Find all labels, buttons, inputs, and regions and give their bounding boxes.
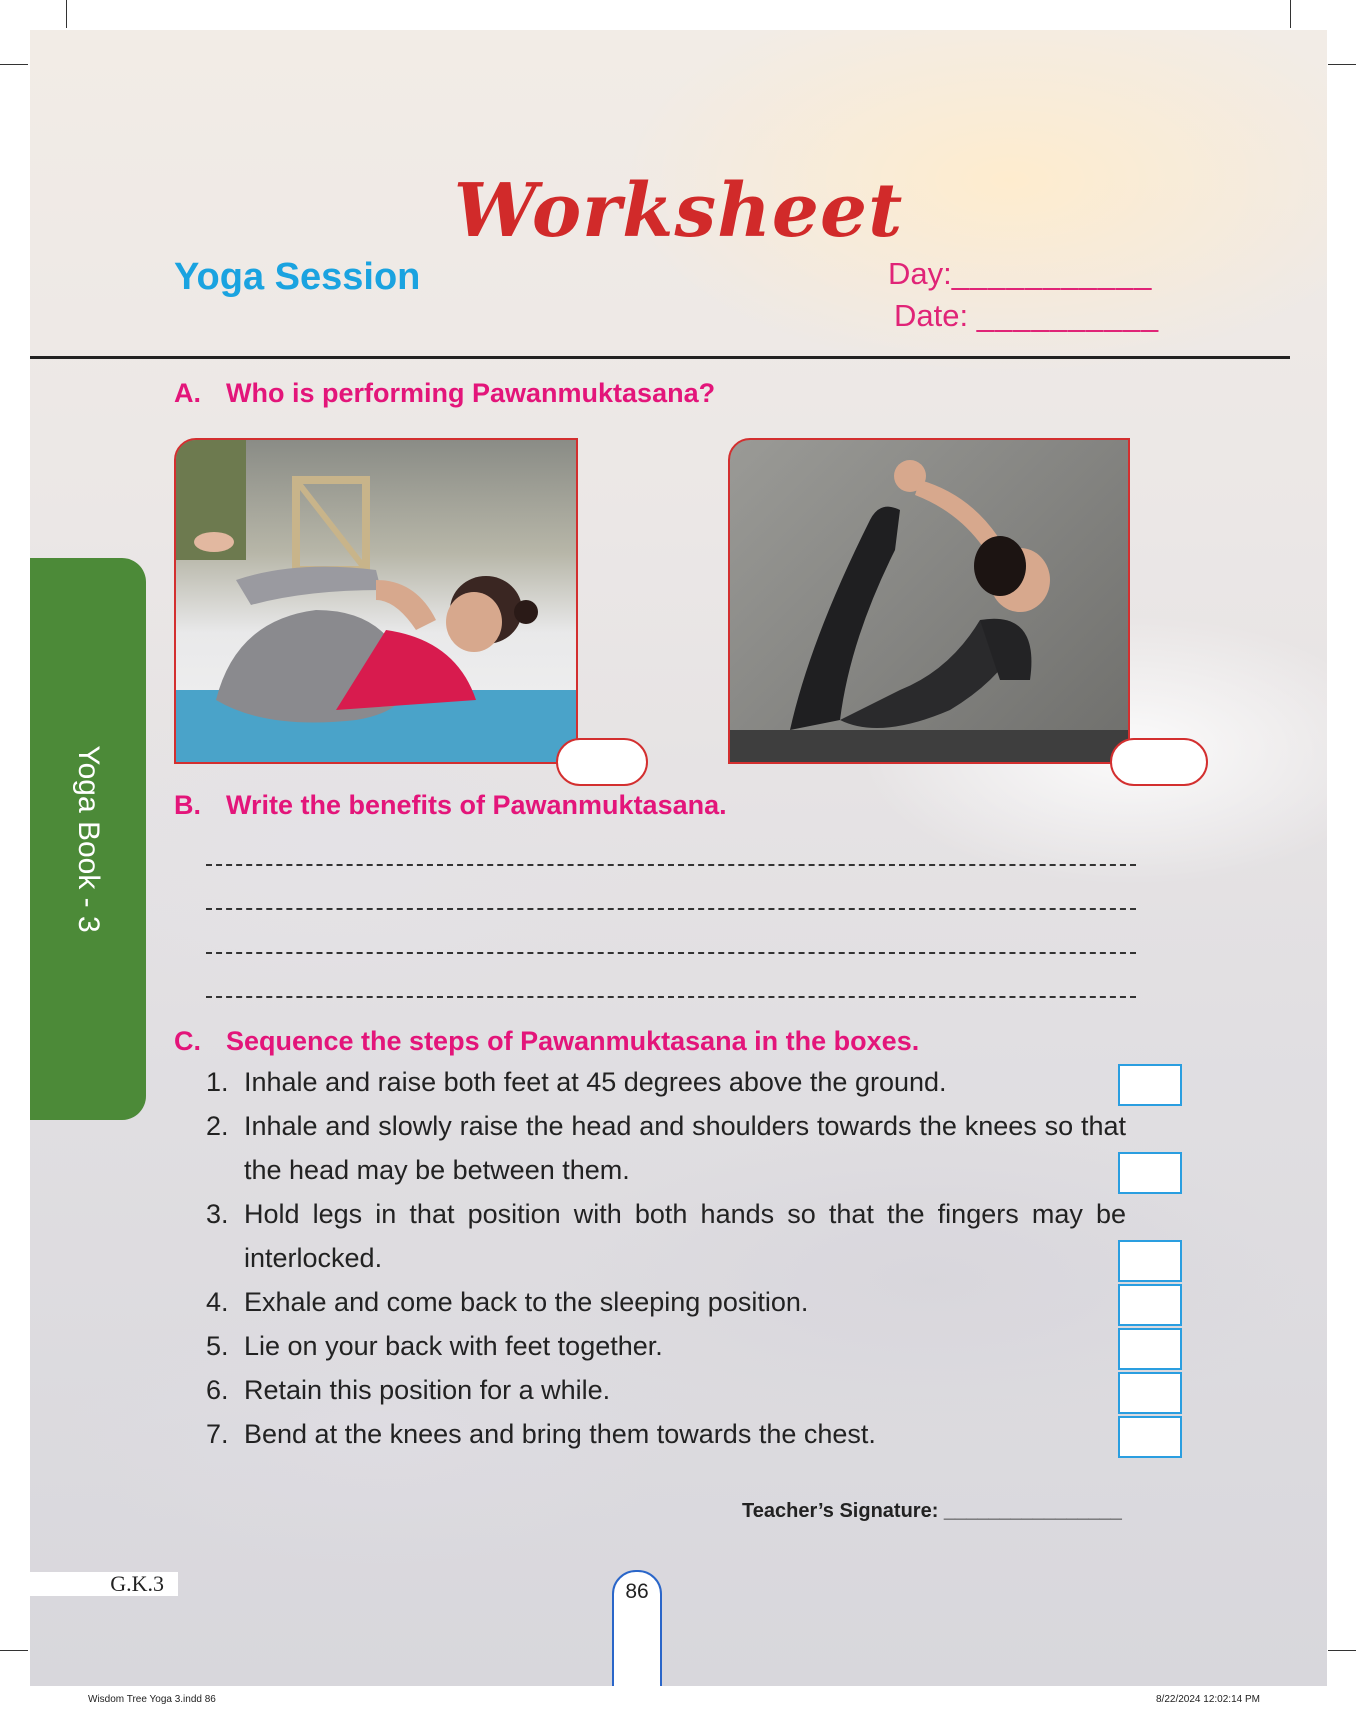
sequence-box-6[interactable] xyxy=(1118,1372,1182,1414)
day-field xyxy=(888,256,1152,292)
pawanmuktasana-photo xyxy=(174,438,578,764)
step-number: 1. xyxy=(206,1067,229,1097)
question-c-text: Sequence the steps of Pawanmuktasana in the boxes. xyxy=(226,1026,920,1056)
crop-mark xyxy=(1290,0,1291,28)
question-c-letter: C. xyxy=(174,1026,201,1056)
dhanurasana-illustration xyxy=(730,440,1128,762)
question-b-letter: B. xyxy=(174,790,201,820)
book-code: G.K.3 xyxy=(30,1572,178,1596)
session-subtitle: Yoga Session xyxy=(174,256,421,298)
step-item xyxy=(206,1060,1126,1104)
answer-box-photo-2[interactable] xyxy=(1110,738,1208,786)
crop-mark xyxy=(0,1650,28,1651)
step-number: 2. xyxy=(206,1111,229,1141)
answer-line[interactable] xyxy=(206,996,1136,998)
step-number: 4. xyxy=(206,1287,229,1317)
sequence-box-3[interactable] xyxy=(1118,1240,1182,1282)
step-item xyxy=(206,1192,1126,1280)
step-item xyxy=(206,1104,1126,1192)
question-a-letter: A. xyxy=(174,378,201,408)
step-text: Bend at the knees and bring them towards the chest. xyxy=(244,1419,876,1449)
step-number: 5. xyxy=(206,1331,229,1361)
step-text: Exhale and come back to the sleeping position. xyxy=(244,1287,809,1317)
signature-blank[interactable]: ________________ xyxy=(943,1500,1122,1522)
side-tab-label: Yoga Book - 3 xyxy=(72,745,105,933)
side-tab xyxy=(30,558,146,1120)
step-text: Hold legs in that position with both hands so that the fingers may be interlocked. xyxy=(244,1199,1126,1273)
crop-mark xyxy=(1328,1650,1356,1651)
sequence-box-5[interactable] xyxy=(1118,1328,1182,1370)
date-blank[interactable]: __________ xyxy=(976,298,1160,333)
print-slug-date: 8/22/2024 12:02:14 PM xyxy=(1156,1694,1260,1705)
sequence-box-7[interactable] xyxy=(1118,1416,1182,1458)
answer-box-photo-1[interactable] xyxy=(556,738,648,786)
step-item xyxy=(206,1324,1126,1368)
step-text: Lie on your back with feet together. xyxy=(244,1331,663,1361)
answer-line[interactable] xyxy=(206,952,1136,954)
crop-mark xyxy=(66,0,67,28)
signature-label: Teacher’s Signature: xyxy=(742,1500,944,1522)
day-blank[interactable]: ___________ xyxy=(951,256,1153,291)
step-item xyxy=(206,1412,1126,1456)
day-label: Day: xyxy=(888,256,952,291)
teacher-signature xyxy=(742,1500,1122,1523)
sequence-box-2[interactable] xyxy=(1118,1152,1182,1194)
crop-mark xyxy=(1328,64,1356,65)
date-field xyxy=(894,298,1159,334)
step-text: Retain this position for a while. xyxy=(244,1375,611,1405)
question-b-text: Write the benefits of Pawanmuktasana. xyxy=(226,790,727,820)
dhanurasana-photo xyxy=(728,438,1130,764)
header-divider xyxy=(30,356,1290,359)
question-a-text: Who is performing Pawanmuktasana? xyxy=(226,378,716,408)
question-c xyxy=(174,1026,919,1057)
worksheet-page xyxy=(30,30,1327,1686)
sequence-box-4[interactable] xyxy=(1118,1284,1182,1326)
question-b xyxy=(174,790,727,821)
answer-line[interactable] xyxy=(206,864,1136,866)
worksheet-title: Worksheet xyxy=(453,168,904,254)
page-number: 86 xyxy=(612,1570,662,1686)
step-item xyxy=(206,1368,1126,1412)
step-item xyxy=(206,1280,1126,1324)
step-number: 3. xyxy=(206,1199,229,1229)
sequence-box-1[interactable] xyxy=(1118,1064,1182,1106)
pawanmuktasana-illustration xyxy=(176,440,576,762)
answer-line[interactable] xyxy=(206,908,1136,910)
step-text: Inhale and raise both feet at 45 degrees above the ground. xyxy=(244,1067,947,1097)
question-a xyxy=(174,378,715,409)
date-label: Date: xyxy=(894,298,977,333)
crop-mark xyxy=(0,64,28,65)
step-text: Inhale and slowly raise the head and shoulders towards the knees so that the head may be between them. xyxy=(244,1111,1126,1185)
step-number: 7. xyxy=(206,1419,229,1449)
print-slug-file: Wisdom Tree Yoga 3.indd 86 xyxy=(88,1694,216,1705)
step-number: 6. xyxy=(206,1375,229,1405)
